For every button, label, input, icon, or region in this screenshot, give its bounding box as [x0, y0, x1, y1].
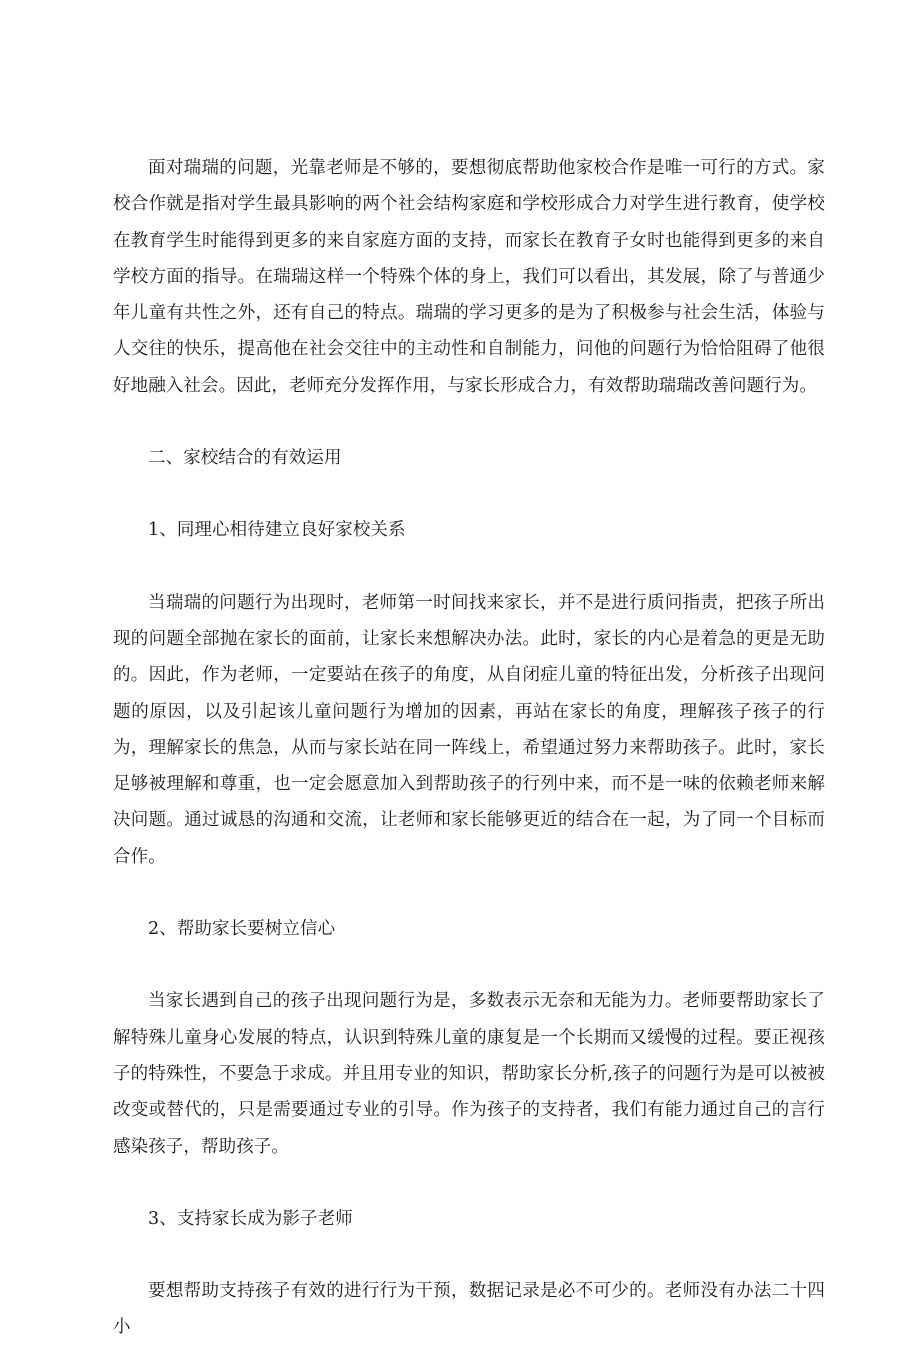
spacer [113, 1237, 825, 1273]
subsection-body-3: 要想帮助支持孩子有效的进行行为干预，数据记录是必不可少的。老师没有办法二十四小 [113, 1281, 825, 1338]
spacer [113, 947, 825, 983]
spacer [113, 1165, 825, 1201]
subsection-heading-2: 2、帮助家长要树立信心 [148, 919, 336, 940]
document-body [113, 150, 825, 1346]
subsection-heading-3: 3、支持家长成为影子老师 [148, 1208, 353, 1229]
spacer [113, 476, 825, 512]
section-heading: 二、家校结合的有效运用 [148, 448, 342, 469]
spacer [113, 875, 825, 911]
subsection-heading-1: 1、同理心相待建立良好家校关系 [148, 520, 406, 541]
subsection-body-1: 当瑞瑞的问题行为出现时，老师第一时间找来家长，并不是进行质问指责，把孩子所出现的问题全部抛在家长的面前，让家长来想解决办法。此时，家长的内心是着急的更是无助的。因此，作为老师，一定要站在孩子的角度，从自闭症儿童的特征出发，分析孩子出现问题的原因，以及引起该儿童问题行为增加的因素，再站在家长的角度，理解孩子孩子的行为，理解家长的焦急，从而与家长站在同一阵线上，希望通过努力来帮助孩子。此时，家长足够被理解和尊重，也一定会愿意加入到帮助孩子的行列中来，而不是一味的依赖老师来解决问题。通过诚恳的沟通和交流，让老师和家长能够更近的结合在一起，为了同一个目标而合作。 [113, 592, 825, 867]
spacer [113, 549, 825, 585]
subsection-body-2: 当家长遇到自己的孩子出现问题行为是，多数表示无奈和无能为力。老师要帮助家长了解特殊儿童身心发展的特点，认识到特殊儿童的康复是一个长期而又缓慢的过程。要正视孩子的特殊性，不要急于求成。并且用专业的知识，帮助家长分析,孩子的问题行为是可以被被改变或替代的，只是需要通过专业的引导。作为孩子的支持者，我们有能力通过自己的言行感染孩子，帮助孩子。 [113, 991, 825, 1157]
spacer [113, 404, 825, 440]
intro-paragraph: 面对瑞瑞的问题，光靠老师是不够的，要想彻底帮助他家校合作是唯一可行的方式。家校合作就是指对学生最具影响的两个社会结构家庭和学校形成合力对学生进行教育，使学校在教育学生时能得到更多的来自家庭方面的支持，而家长在教育子女时也能得到更多的来自学校方面的指导。在瑞瑞这样一个特殊个体的身上，我们可以看出，其发展，除了与普通少年儿童有共性之外，还有自己的特点。瑞瑞的学习更多的是为了积极参与社会生活，体验与人交往的快乐，提高他在社会交往中的主动性和自制能力，问他的问题行为恰恰阻碍了他很好地融入社会。因此，老师充分发挥作用，与家长形成合力，有效帮助瑞瑞改善问题行为。 [113, 158, 825, 396]
